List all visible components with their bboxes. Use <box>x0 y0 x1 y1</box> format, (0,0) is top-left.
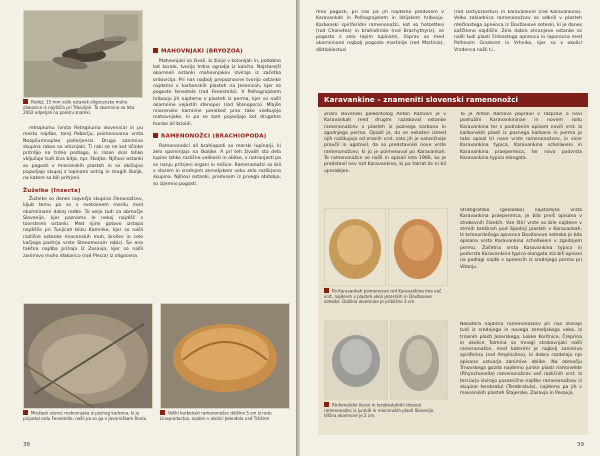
left-column-a <box>23 126 143 263</box>
caption-marker-icon <box>160 410 165 415</box>
rhynchonellid-photo <box>324 320 388 400</box>
heading-marker-icon <box>153 48 158 53</box>
left-column-b <box>153 8 281 298</box>
paragraph-insects: Žuželke so danes največja skupina členonožcev, kljub temu pa so v svetovnem merilu med okamninami dokaj redke. To velja tudi za območje Slovenije, kjer poznamo le nekaj najdišč s tovrstnimi ostanki. Med njimi gotovo izstopa najdišče pri Tunjicah blizu Kamnika, kjer so našli različne ostanke miocenskih muh, brošev in celo kačjega pastirja vrste Stenomorum robici. Še ena takšna najdba prihaja iz Zasavja, kjer so našli zanimivo muho dlakarico (rod Plecia) iz oligocena. <box>23 196 143 259</box>
rhynchonellid-caption: Rinhonelidni (levo) in terebratulidni (desno) ramenonožec iz jurskih in miocenskih plasti Slovenije. Višina okamnine je 2 cm. <box>324 402 435 419</box>
box-column-1: Znani slovenski paleontolog Anton Ramovš je v Karavankah med drugim raziskoval ostanke ramenonožcev v plasteh iz poznega karbona in zgodnjega perma. Opazil je, da se nekateri izmed njih razlikujejo od znanih vrst, zato jih je natančneje proučil in ugotovil, da so predstavniki nove vrste ramenonožcev, ki jo je poimenoval po Karavankah. Te ramenonožce so našli in opisali leta 1966, ko je predstavil nov rod Karavankina, ki pa takrat še ni bil uporabljen. <box>324 112 446 174</box>
box-column-3: Stratigrafsko (geološko) najstarejša vrsta Karavankina praepermica, je bila prvič opisana v strokovnih člankih. Vse štiri vrste so bile najdene v strmih brežinah pod Spodnji plasteh v Karavankah. Iz temnordečega apnenca Dovžanove soteske je bila opisana vrsta Karavankina schellwieni v zgodnjem permu. Začetna vrsta Karavankina typica in podvrsta Karavankina typica elongata sta bili opisani na podlagi najdb v apnencih iz srednjega perma pri Vitanju. <box>460 208 582 270</box>
caption-marker-icon <box>23 410 28 415</box>
page-number-left: 38 <box>23 442 30 448</box>
terebratulid-image <box>391 321 447 399</box>
box-column-2: To je Anton Ramovš popravil v razpravi o novi podružini Karavankininae in novem rodu Karavankina ter s podrobnim opisom novih vrst. Iz karbonskih plasti iz poznega karbona in perma je tako opisal tri nove vrste ramenonožcev, in sicer Karavankina typica, Karavankina schellwieni in Karavankina praepermica, ter nova podvrsta Karavankina typica elongata. <box>460 112 582 162</box>
brachiopod-photo <box>160 303 290 409</box>
paragraph-bryozoa: Mahovnjaki so živali, ki živijo v kolonijah in, podobno kot korale, tvorijo trdna ogrodja iz kalcita. Najstarejši okamneli ostanki mahovnjakov izvirajo iz začetka ordovicija. Pri nas najbolj prepoznavne tvorijo ostanke najdemo v karbonskih plasteh na Jesenicah, kjer so pogoste fenestele (rod Fenestella). V Polhograjskem hribovju jih najdemo v plasteh iz perma, kjer so našli okamnine vejastih stenopor (rod Stenopora). Mlajše miocenske kamnine ponekod prav tako vsebujejo mahovnjake, ki pa se tam pojavljajo kot drugotne tvorbe ali brioidi. <box>153 58 281 127</box>
bryozoa-photo <box>23 303 153 409</box>
bryozoa-image <box>24 304 152 408</box>
section-heading-insects: Žuželke (Insecta) <box>23 187 81 194</box>
karavankina-image-1 <box>325 209 385 285</box>
caption-marker-icon <box>23 99 28 104</box>
karavankina-photo-1 <box>324 208 386 286</box>
right-top-column-1: mno pogosti, pri nas pa jih najdemo predvsem v Karavankah in Polhograjskem in Idrijskem hribovju. Karbonski spiriferidni ramenonožci, kot so hotzettesi (rod Chonetes) in brahiotiride (rod Brachythyris), se pogosto z zelo lepim lupinami, čeprav so med okamninami najbolj pogoste martinije (rod Martinia), diktioklostusi <box>316 10 444 53</box>
brachiopod-image <box>161 304 289 408</box>
rhynchonellid-image <box>325 321 387 399</box>
heading-marker-icon <box>153 133 158 138</box>
caption-marker-icon <box>324 402 329 407</box>
karavankine-box-title: Karavankine – znameniti slovenski ramenonožci <box>318 93 588 107</box>
fossil-fly-caption: Rodež, 15 mm velik ostanek oligocenske muhe dlakocice iz najdišča pri Trbovljah. To skamnino so leta 2002 odpeljali na poletni znamki. <box>23 99 135 116</box>
fossil-fly-photo <box>23 10 143 98</box>
box-column-4: Nekatera najdišča ramenonožcev pri nas izvirajo tudi iz srednjega in novega zemeljskega veka. Iz triasnih plasti Jezerskega, Lokke Koritnice, Čreprina in okolice Tolmina so mnogi strokovnjaki našli ramenonožce, med katerimi je najbolj zanimiva spiriferina (rod Amphiclina), ki dobro razdelajo njo opisana ustvarja zanimive oblike. Na območju Trnovskega gozda najdemo jurske plasti rinhonelide (Rhynchonella) ramenonožcev več različnih vrst. Iz terciarja izvirajo posamične najdbe ramenonožcev iz skupine terebratul (Terebratula), najdemo pa jih v miocenskih plasteh Štajerske, Zasavja in Posavja. <box>460 322 582 397</box>
section-heading-brachiopoda: RAMENONOŽCI (BRACHIOPODA) <box>153 133 281 140</box>
karavankina-photo-2 <box>388 208 448 286</box>
paragraph-barnacles: retroplumu (vrsta Retroplumа slovenica) in pu mestu najdbe, torej Poboriju, poimenovana vrsta Neopilumnoplax pohorjensis. Druga zanimiva skupina rakov so viticnjaki. Ti raki se ne kot ličinke pritrdijo na trdno podlago, ki razen skal lahko vključuje tudi živa bitja, npr. školjke. Njihovi ostanki so pogosti v miocenskih plasteh in se običajno pojavljajo skupaj z lupinami ostrig in drugih školjk, na katere so bili pritrjeni. <box>23 126 143 182</box>
section-heading-bryozoa: MAHOVNJAKI (BRYOZOA) <box>153 48 281 55</box>
karavankina-caption: Po Karavankah poimenovan rod Karavankina ima več vrst, najdenih v plasteh okoli jezerskih in Dovžanove soteske. Dolžina okamnine je približno 3 cm. <box>324 288 442 305</box>
right-top-column-2: (rod Dictyoclostus) in karavankine (rod Karavankina). Velko zakladnico ramenonožcev so odkrili v plasteh rdečkastega apnenca iz Dovžanove soteski, ki je danes zaščiteno najdišče. Zelo dobro ohranjene ostanke so našli tudi plasti črnkastega apnenca in laporovca med Polhovim Gradcem in Vrhniko, kjer so v okolici Vrzdenca našli t.i. <box>454 10 582 53</box>
brachiopod-caption: Veliki karbonski ramenonožec dolžine 5 cm iz rodu Linoproductus, najden v okolici Jelendola nad Tržičem <box>160 410 272 421</box>
left-page <box>0 0 297 456</box>
caption-marker-icon <box>324 288 329 293</box>
fossil-fly-image <box>24 11 142 97</box>
karavankina-image-2 <box>389 209 447 285</box>
paragraph-brachiopoda: Ramenonožci ali brahiopodi so morski lupinarji, ki zelo spominjajo na školjke. A pri teh živalih sta dela lupine lahko različne velikosti in oblike, v notranjosti pa so nanju pritrjeni organi in mišice. Ramenonožci so bili v starem in srednjem zemeljskem veku zelo razširjena skupina. Njihovi ostanki, predvsem iz prvega obdobja, so izjemno pogosti. <box>153 143 281 187</box>
bryozoa-caption: Mrežasti vzorec mahovnjaka iz pozneg karbona, ki je pripadal rodu Fenestelle, našli pa so ga v Javorniškem Rovtu <box>23 410 147 421</box>
terebratulid-photo <box>390 320 448 400</box>
page-number-right: 39 <box>577 442 584 448</box>
